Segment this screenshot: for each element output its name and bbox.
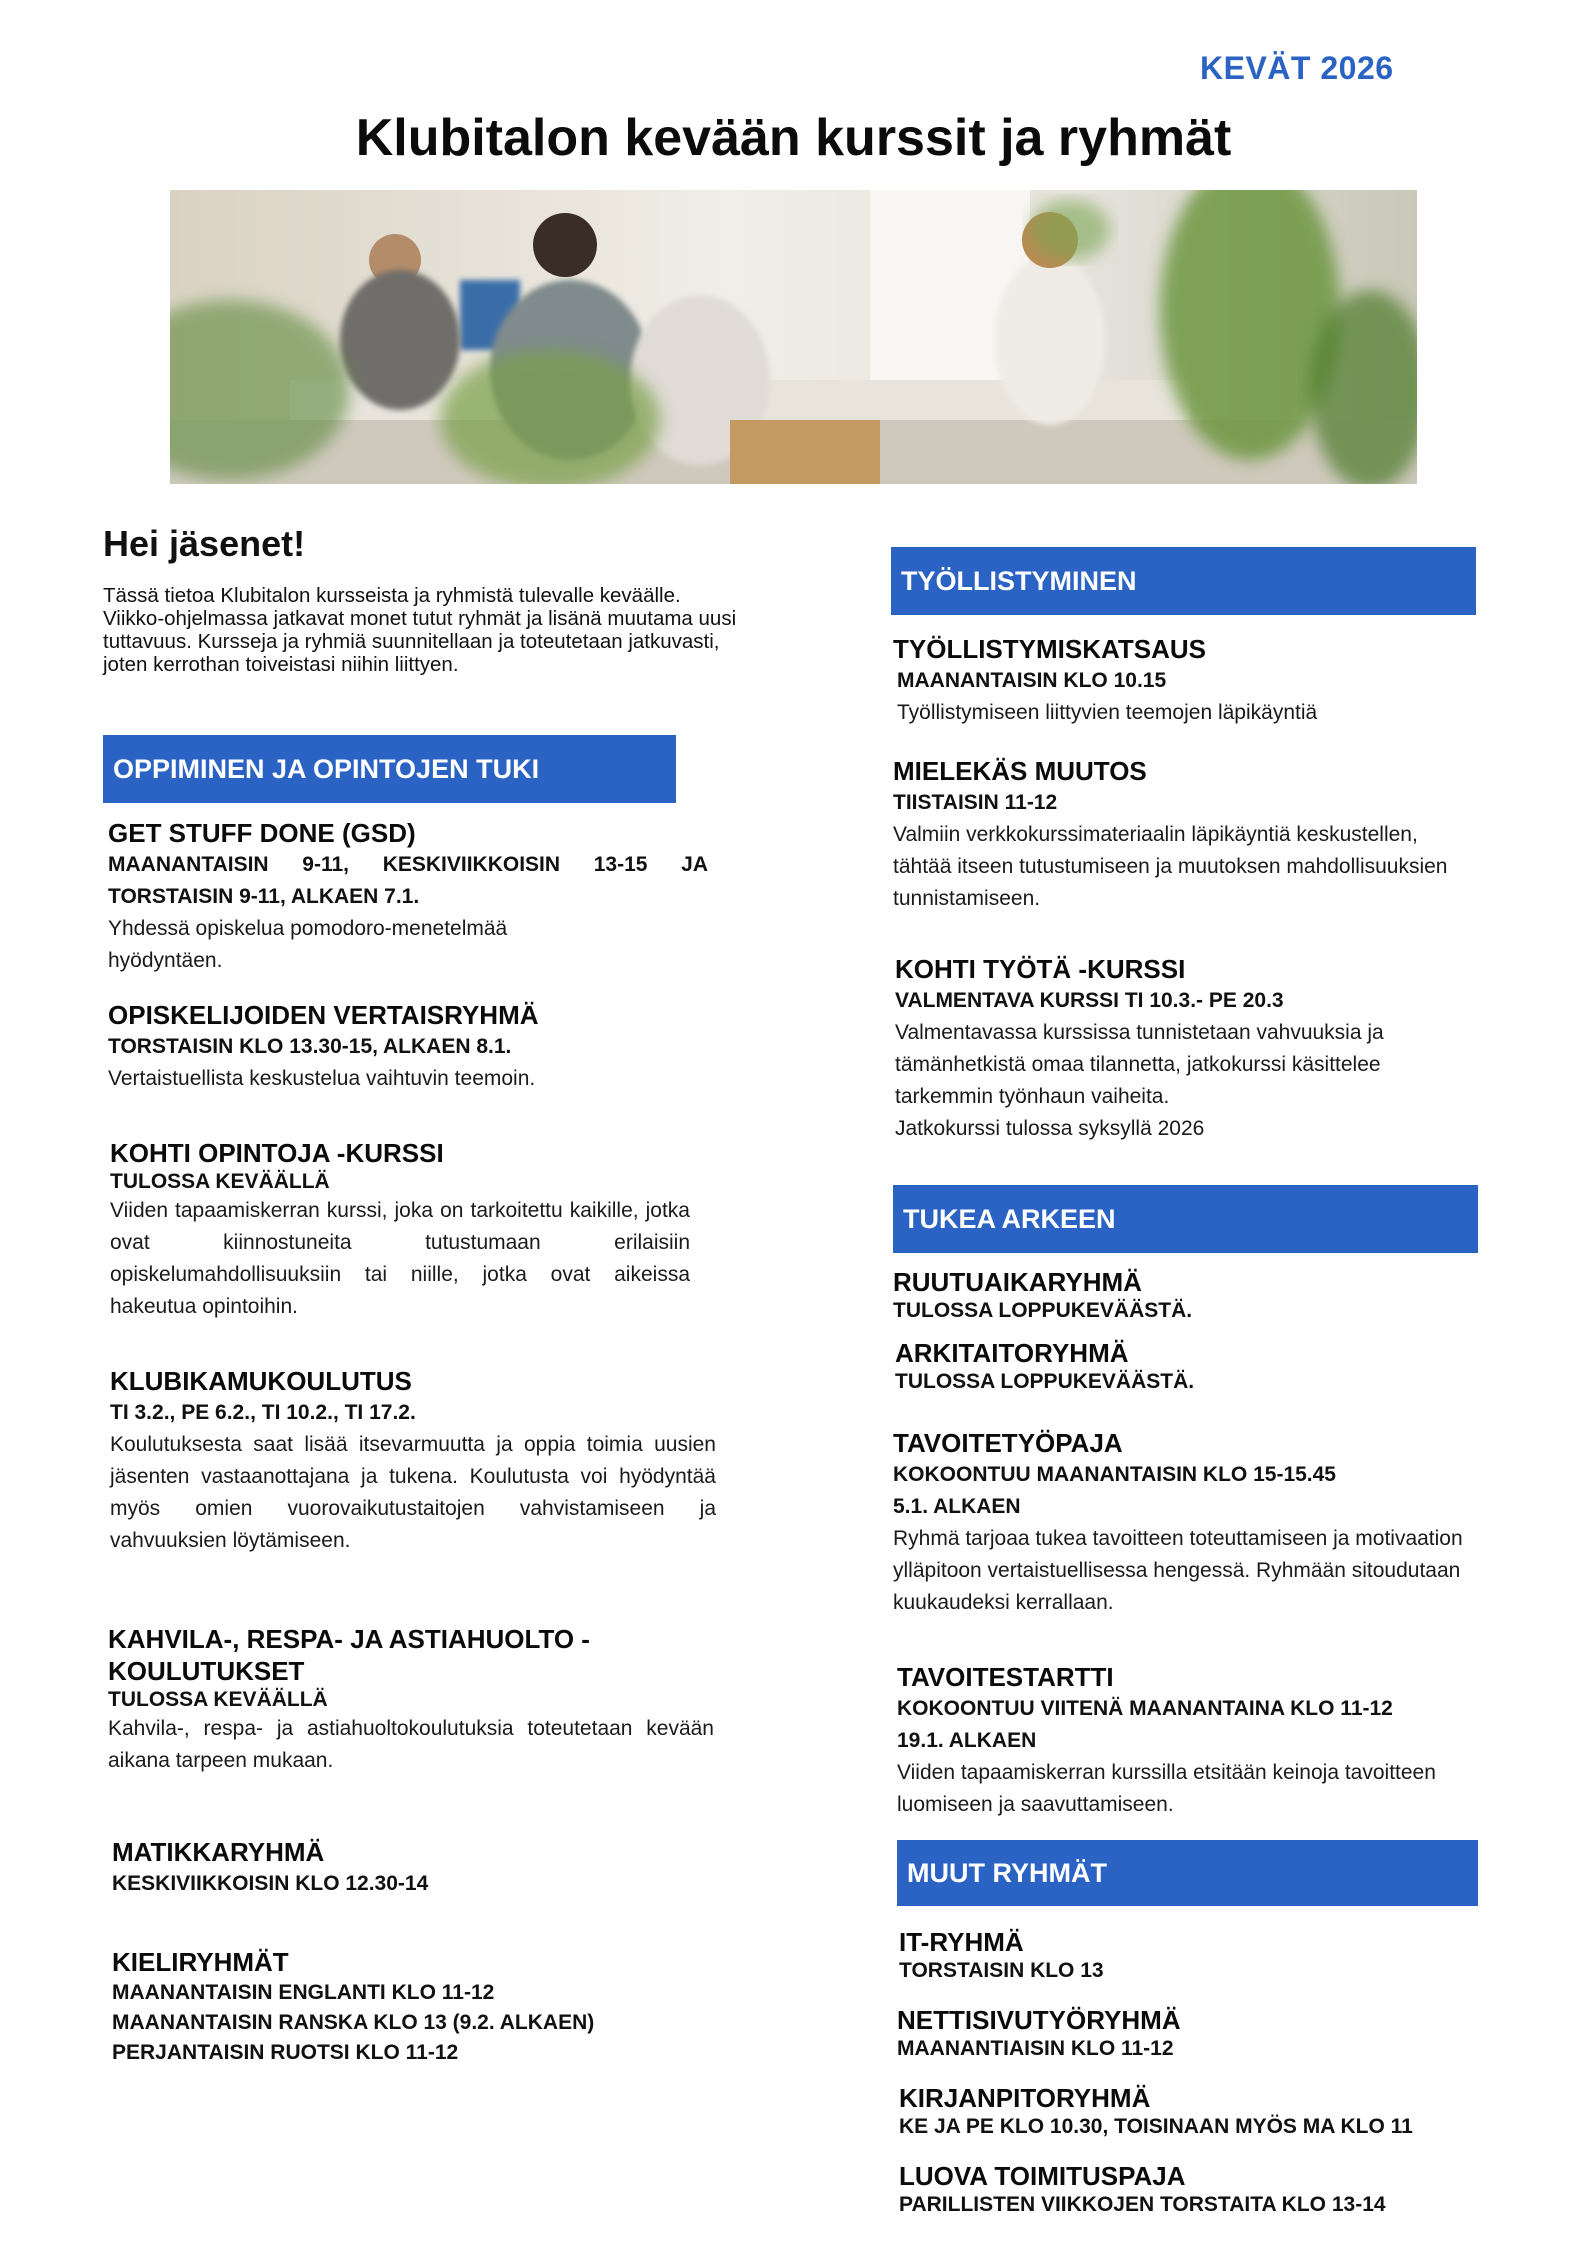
hero-photo — [170, 190, 1417, 484]
course-title: KOHTI TYÖTÄ -KURSSI — [895, 954, 1186, 984]
course-title: LUOVA TOIMITUSPAJA — [899, 2161, 1186, 2191]
course-title: TAVOITETYÖPAJA — [893, 1428, 1123, 1458]
section-heading-muut-ryhmat: MUUT RYHMÄT — [897, 1840, 1478, 1906]
course-schedule: MAANANTIAISIN KLO 11-12 — [897, 2037, 1174, 2060]
section-heading-tyollistyminen: TYÖLLISTYMINEN — [891, 547, 1476, 615]
course-schedule: MAANANTAISIN 9-11, KESKIVIIKKOISIN 13-15 JA — [108, 853, 708, 876]
course-description: Yhdessä opiskelua pomodoro-menetelmää hyödyntäen. — [108, 917, 508, 972]
course-title: KAHVILA-, RESPA- JA ASTIAHUOLTO - KOULUTUKSET — [108, 1624, 590, 1686]
course-schedule: TULOSSA LOPPUKEVÄÄSTÄ. — [895, 1370, 1195, 1393]
course-schedule: MAANANTAISIN ENGLANTI KLO 11-12 — [112, 1981, 495, 2004]
course-kieliryhmat — [112, 1946, 752, 2068]
course-description: Valmentavassa kurssissa tunnistetaan vahvuuksia ja tämänhetkistä omaa tilannetta, jatkokurssi käsittelee tarkemmin työnhaun vaiheita. — [895, 1021, 1384, 1108]
course-it-ryhma — [899, 1926, 1479, 1984]
course-schedule: KE JA PE KLO 10.30, TOISINAAN MYÖS MA KLO 11 — [899, 2115, 1413, 2138]
course-title: TYÖLLISTYMISKATSAUS — [893, 634, 1206, 664]
course-title: TAVOITESTARTTI — [897, 1662, 1114, 1692]
course-nettisivutyoryhma — [897, 2004, 1477, 2062]
course-schedule: TULOSSA KEVÄÄLLÄ — [108, 1688, 328, 1711]
course-description: Koulutuksesta saat lisää itsevarmuutta ja oppia toimia uusien jäsenten vastaanottajana ja tukena. Koulutusta voi hyödyntää myös omien vuorovaikutustaitojen vahvistamiseen ja vahvuuksien löytämiseen. — [110, 1433, 716, 1552]
course-schedule: TORSTAISIN 9-11, ALKAEN 7.1. — [108, 885, 420, 908]
course-vertaisryhma — [108, 999, 708, 1095]
course-schedule: 19.1. ALKAEN — [897, 1729, 1037, 1752]
course-luova-toimituspaja — [899, 2160, 1499, 2218]
course-title: GET STUFF DONE (GSD) — [108, 818, 416, 848]
course-schedule: VALMENTAVA KURSSI TI 10.3.- PE 20.3 — [895, 989, 1284, 1012]
course-schedule: TULOSSA LOPPUKEVÄÄSTÄ. — [893, 1299, 1193, 1322]
course-schedule: KESKIVIIKKOISIN KLO 12.30-14 — [112, 1872, 429, 1895]
course-title: RUUTUAIKARYHMÄ — [893, 1267, 1142, 1297]
course-schedule: KOKOONTUU VIITENÄ MAANANTAINA KLO 11-12 — [897, 1697, 1393, 1720]
course-schedule: TORSTAISIN KLO 13.30-15, ALKAEN 8.1. — [108, 1035, 512, 1058]
course-schedule: MAANANTAISIN KLO 10.15 — [897, 669, 1167, 692]
course-description: Viiden tapaamiskerran kurssi, joka on tarkoitettu kaikille, jotka ovat kiinnostuneita tutustumaan erilaisiin opiskelumahdollisuuksiin tai niille, jotka ovat aikeissa hakeutua opintoihin. — [110, 1199, 690, 1318]
course-klubikamu — [110, 1365, 716, 1557]
course-matikka — [112, 1836, 712, 1900]
course-gsd — [108, 817, 708, 977]
course-kohti-tyota — [895, 953, 1475, 1145]
course-title: NETTISIVUTYÖRYHMÄ — [897, 2005, 1181, 2035]
course-title: KOHTI OPINTOJA -KURSSI — [110, 1138, 444, 1168]
course-description: Vertaistuellista keskustelua vaihtuvin teemoin. — [108, 1067, 536, 1090]
page-title: Klubitalon kevään kurssit ja ryhmät — [355, 109, 1232, 167]
course-arkitaitoryhma — [895, 1337, 1475, 1395]
season-label: KEVÄT 2026 — [1200, 50, 1394, 86]
course-tyollistymiskatsaus — [893, 633, 1473, 729]
course-title: KLUBIKAMUKOULUTUS — [110, 1366, 412, 1396]
course-schedule: KOKOONTUU MAANANTAISIN KLO 15-15.45 — [893, 1463, 1336, 1486]
course-tavoitestartti — [897, 1661, 1477, 1821]
course-description: Ryhmä tarjoaa tukea tavoitteen toteuttamiseen ja motivaation ylläpitoon vertaistuellisessa hengessä. Ryhmään sitoudutaan kuukaudeksi kerrallaan. — [893, 1527, 1463, 1614]
course-ruutuaikaryhma — [893, 1266, 1473, 1324]
course-schedule: TORSTAISIN KLO 13 — [899, 1959, 1104, 1982]
course-title: KIELIRYHMÄT — [112, 1947, 289, 1977]
course-note: Jatkokurssi tulossa syksyllä 2026 — [895, 1117, 1205, 1140]
course-title: MATIKKARYHMÄ — [112, 1837, 325, 1867]
course-schedule: 5.1. ALKAEN — [893, 1495, 1021, 1518]
course-schedule: TULOSSA KEVÄÄLLÄ — [110, 1170, 330, 1193]
course-title: ARKITAITORYHMÄ — [895, 1338, 1129, 1368]
course-kohti-opintoja — [110, 1137, 690, 1323]
course-schedule: TI 3.2., PE 6.2., TI 10.2., TI 17.2. — [110, 1401, 416, 1424]
course-schedule: MAANANTAISIN RANSKA KLO 13 (9.2. ALKAEN) — [112, 2011, 595, 2034]
course-description: Kahvila-, respa- ja astiahuoltokoulutuksia toteutetaan kevään aikana tarpeen mukaan. — [108, 1717, 714, 1772]
course-description: Valmiin verkkokurssimateriaalin läpikäyntiä keskustellen, tähtää itseen tutustumiseen ja muutoksen mahdollisuuksien tunnistamiseen. — [893, 823, 1448, 910]
course-title: MIELEKÄS MUUTOS — [893, 756, 1147, 786]
course-description: Työllistymiseen liittyvien teemojen läpikäyntiä — [897, 701, 1318, 724]
course-tavoitetyopaja — [893, 1427, 1473, 1619]
section-heading-tukea-arkeen: TUKEA ARKEEN — [893, 1185, 1478, 1253]
course-description: Viiden tapaamiskerran kurssilla etsitään keinoja tavoitteen luomiseen ja saavuttamiseen. — [897, 1761, 1436, 1816]
course-schedule: PERJANTAISIN RUOTSI KLO 11-12 — [112, 2041, 459, 2064]
course-kahvila — [108, 1623, 714, 1777]
intro-paragraph: Tässä tietoa Klubitalon kursseista ja ryhmistä tulevalle keväälle. Viikko-ohjelmassa jatkavat monet tutut ryhmät ja lisänä muutama uusi tuttavuus. Kursseja ja ryhmiä suunnitellaan ja toteutetaan jatkuvasti, joten kerrothan toiveistasi niihin liittyen. — [103, 584, 737, 676]
course-schedule: TIISTAISIN 11-12 — [893, 791, 1058, 814]
course-kirjanpitoryhma — [899, 2082, 1499, 2140]
greeting-heading: Hei jäsenet! — [103, 523, 306, 564]
course-schedule: PARILLISTEN VIIKKOJEN TORSTAITA KLO 13-14 — [899, 2193, 1386, 2216]
section-heading-oppiminen: OPPIMINEN JA OPINTOJEN TUKI — [103, 735, 676, 803]
course-title: IT-RYHMÄ — [899, 1927, 1024, 1957]
course-title: KIRJANPITORYHMÄ — [899, 2083, 1151, 2113]
course-mielekas-muutos — [893, 755, 1473, 915]
course-title: OPISKELIJOIDEN VERTAISRYHMÄ — [108, 1000, 539, 1030]
